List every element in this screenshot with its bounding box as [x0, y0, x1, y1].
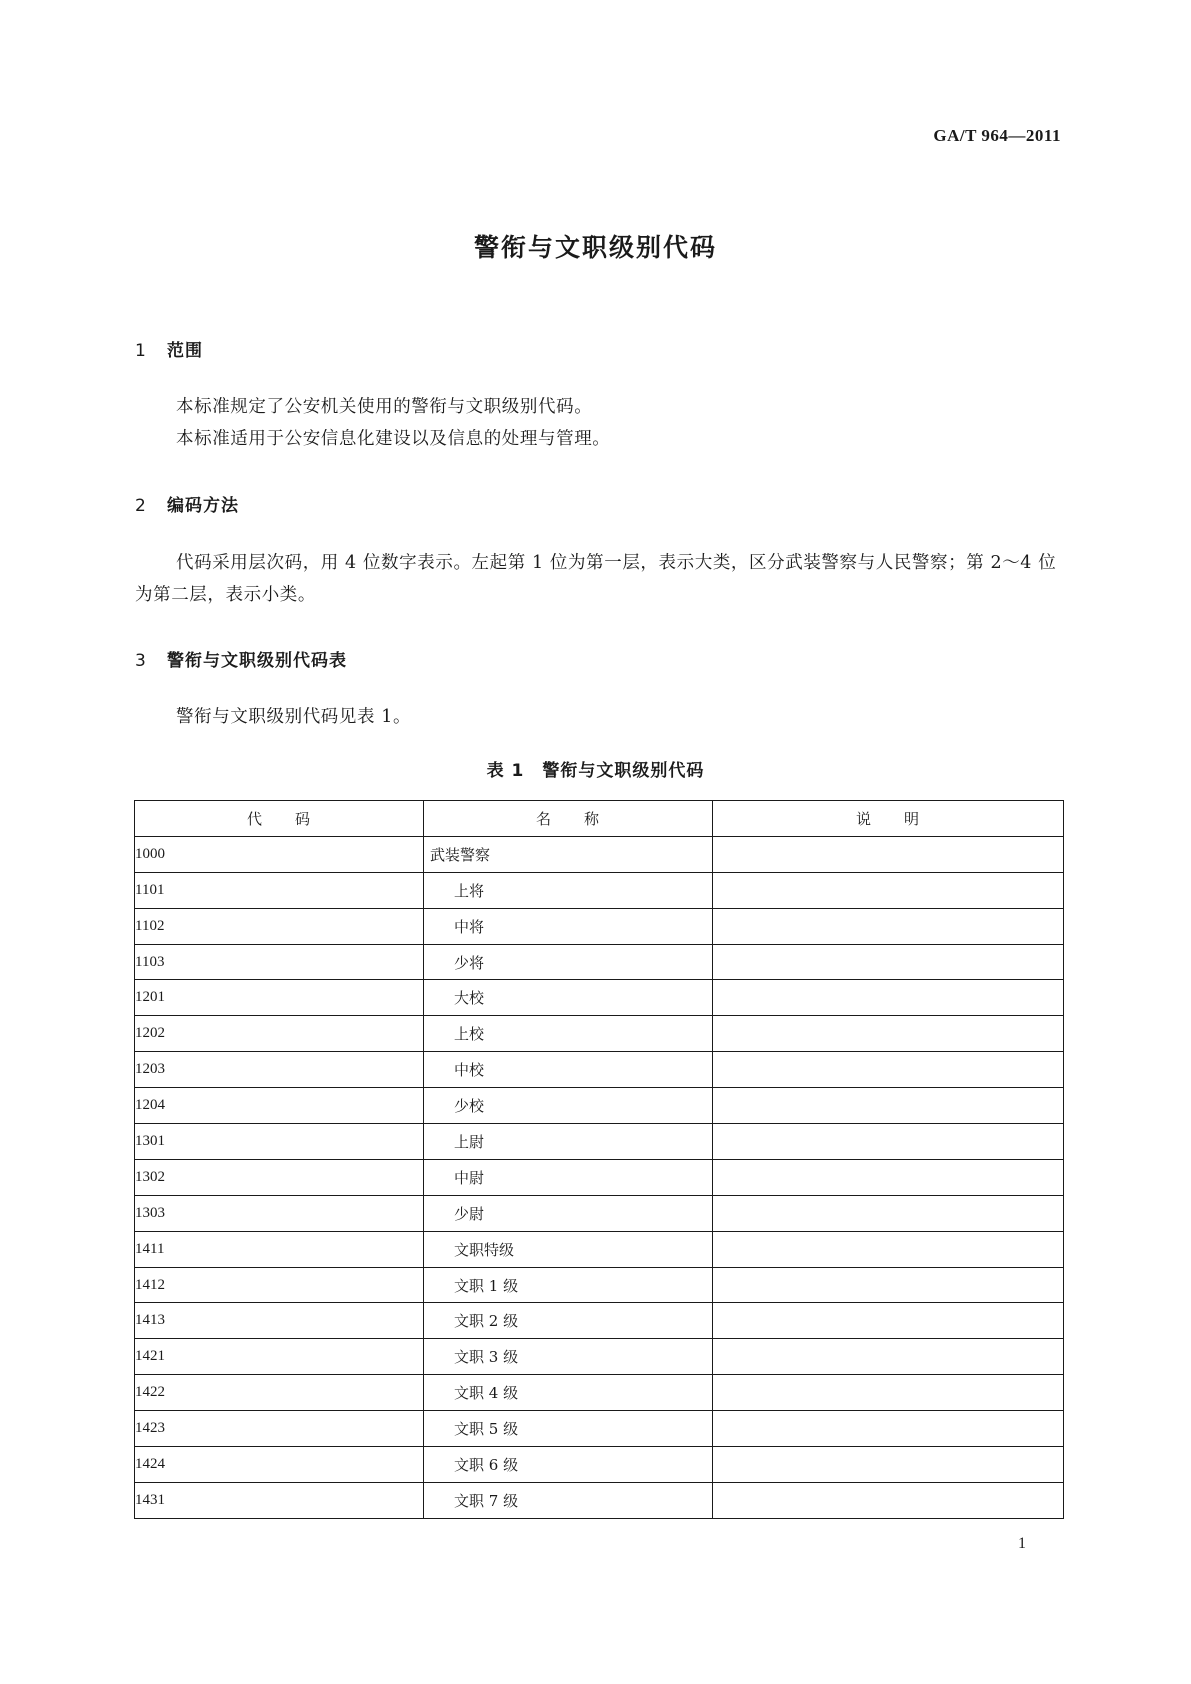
note-cell [713, 1482, 1064, 1518]
note-cell [713, 836, 1064, 872]
code-cell: 1412 [135, 1267, 424, 1303]
section-title: 范围 [167, 341, 203, 361]
coding-method-paragraph: 代码采用层次码，用 4 位数字表示。左起第 1 位为第一层，表示大类，区分武装警察与人民警察；第 2～4 位为第二层，表示小类。 [135, 553, 1057, 605]
page-number: 1 [1018, 1535, 1026, 1552]
section-number: 2 [135, 496, 147, 516]
name-text: 中将 [454, 917, 485, 936]
table-row [135, 1482, 1064, 1518]
name-cell [424, 1052, 713, 1088]
table-row [135, 1267, 1064, 1303]
name-cell [424, 1088, 713, 1124]
name-text: 少将 [454, 953, 485, 972]
code-cell: 1000 [135, 836, 424, 872]
code-table-paragraph: 警衔与文职级别代码见表 1。 [176, 707, 412, 727]
name-cell [424, 1375, 713, 1411]
note-cell [713, 1159, 1064, 1195]
name-text: 文职 4 级 [454, 1384, 519, 1403]
name-text: 上将 [454, 881, 485, 900]
table-row [135, 872, 1064, 908]
section-title: 警衔与文职级别代码表 [167, 651, 347, 671]
name-text: 文职 5 级 [454, 1420, 519, 1439]
name-text: 文职特级 [454, 1240, 515, 1259]
name-cell [424, 1447, 713, 1483]
scope-paragraph-2: 本标准适用于公安信息化建设以及信息的处理与管理。 [176, 429, 611, 449]
table-row [135, 1016, 1064, 1052]
table-row [135, 908, 1064, 944]
name-cell [424, 1411, 713, 1447]
code-cell: 1431 [135, 1482, 424, 1518]
document-title: 警衔与文职级别代码 [473, 233, 717, 262]
table-caption-title: 警衔与文职级别代码 [542, 761, 705, 781]
name-cell [424, 1016, 713, 1052]
table-row [135, 1088, 1064, 1124]
code-cell: 1301 [135, 1124, 424, 1160]
name-cell [424, 908, 713, 944]
note-cell [713, 908, 1064, 944]
table-row [135, 1159, 1064, 1195]
note-cell [713, 1267, 1064, 1303]
note-cell [713, 1411, 1064, 1447]
table-row [135, 944, 1064, 980]
name-cell [424, 1303, 713, 1339]
code-cell: 1422 [135, 1375, 424, 1411]
scope-paragraph-1: 本标准规定了公安机关使用的警衔与文职级别代码。 [176, 397, 593, 417]
header-code: 代 码 [135, 801, 424, 837]
table-row [135, 1231, 1064, 1267]
header-name: 名 称 [424, 801, 713, 837]
section-title: 编码方法 [167, 496, 239, 516]
table-row [135, 1124, 1064, 1160]
code-cell: 1201 [135, 980, 424, 1016]
name-text: 上校 [454, 1025, 485, 1044]
name-cell [424, 980, 713, 1016]
name-text: 少校 [454, 1097, 485, 1116]
table-row [135, 1195, 1064, 1231]
code-cell: 1413 [135, 1303, 424, 1339]
name-cell [424, 1195, 713, 1231]
name-text: 文职 7 级 [454, 1491, 519, 1510]
note-cell [713, 1447, 1064, 1483]
code-cell: 1421 [135, 1339, 424, 1375]
note-cell [713, 980, 1064, 1016]
name-text: 文职 6 级 [454, 1455, 519, 1474]
name-text: 文职 1 级 [454, 1276, 519, 1295]
table-row [135, 1375, 1064, 1411]
name-cell [424, 1339, 713, 1375]
code-table [134, 800, 1064, 1519]
name-text: 少尉 [454, 1204, 485, 1223]
code-cell: 1103 [135, 944, 424, 980]
section-number: 1 [135, 341, 147, 361]
code-cell: 1303 [135, 1195, 424, 1231]
name-text: 上尉 [454, 1132, 485, 1151]
table-caption-number: 表 1 [486, 761, 525, 781]
table-row [135, 1411, 1064, 1447]
note-cell [713, 872, 1064, 908]
name-cell [424, 872, 713, 908]
table-row [135, 1303, 1064, 1339]
section-heading-coding-method [135, 491, 239, 516]
note-cell [713, 1339, 1064, 1375]
note-cell [713, 1303, 1064, 1339]
name-cell [424, 1159, 713, 1195]
name-cell [424, 944, 713, 980]
code-cell: 1202 [135, 1016, 424, 1052]
name-text: 中尉 [454, 1168, 485, 1187]
name-text: 大校 [454, 989, 485, 1008]
table-row [135, 1447, 1064, 1483]
note-cell [713, 1231, 1064, 1267]
name-cell [424, 1124, 713, 1160]
section-number: 3 [135, 651, 147, 671]
note-cell [713, 1016, 1064, 1052]
name-text: 文职 3 级 [454, 1348, 519, 1367]
code-cell: 1204 [135, 1088, 424, 1124]
section-heading-scope [135, 336, 203, 361]
table-header-row [135, 801, 1064, 837]
note-cell [713, 1195, 1064, 1231]
code-cell: 1411 [135, 1231, 424, 1267]
note-cell [713, 1375, 1064, 1411]
note-cell [713, 1088, 1064, 1124]
section-heading-code-table [135, 646, 347, 671]
header-note: 说 明 [713, 801, 1064, 837]
name-cell [424, 1231, 713, 1267]
table-body [135, 836, 1064, 1518]
table-row [135, 1052, 1064, 1088]
code-cell: 1423 [135, 1411, 424, 1447]
name-text: 中校 [454, 1061, 485, 1080]
name-text: 文职 2 级 [454, 1312, 519, 1331]
code-cell: 1203 [135, 1052, 424, 1088]
code-cell: 1101 [135, 872, 424, 908]
name-cell [424, 836, 713, 872]
note-cell [713, 944, 1064, 980]
note-cell [713, 1052, 1064, 1088]
table-row [135, 836, 1064, 872]
table-caption [0, 756, 1191, 781]
note-cell [713, 1124, 1064, 1160]
code-cell: 1102 [135, 908, 424, 944]
code-cell: 1302 [135, 1159, 424, 1195]
table-row [135, 1339, 1064, 1375]
standard-code: GA/T 964—2011 [933, 126, 1061, 145]
code-cell: 1424 [135, 1447, 424, 1483]
table-row [135, 980, 1064, 1016]
name-cell [424, 1482, 713, 1518]
name-cell [424, 1267, 713, 1303]
name-text: 武装警察 [430, 845, 491, 864]
